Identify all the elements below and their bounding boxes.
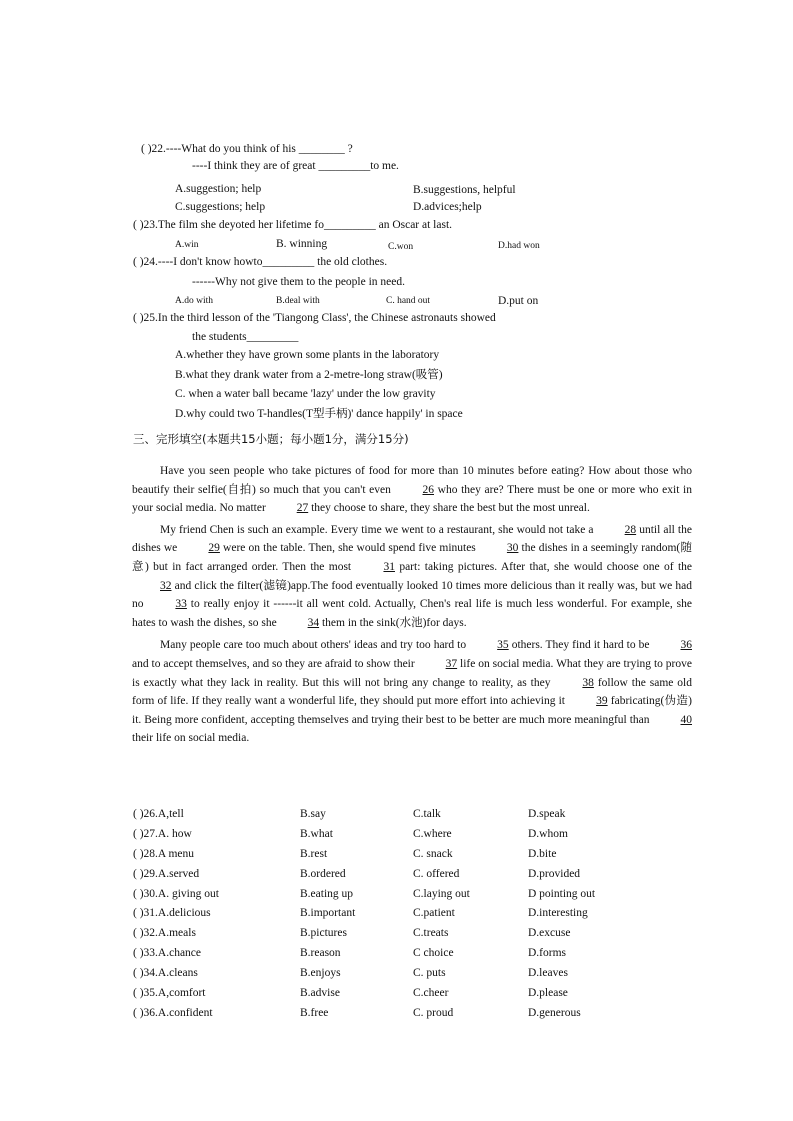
passage-text: until all the dishes we [132, 523, 692, 555]
option-d: D.interesting [528, 907, 588, 920]
option-row [133, 967, 733, 987]
q24-option-d: D.put on [498, 295, 539, 307]
blank-27: 27 [296, 502, 309, 515]
option-b: B.enjoys [300, 967, 341, 980]
q25-option-c: C. when a water ball became 'lazy' under the low gravity [175, 388, 436, 400]
passage-text: their life on social media. [132, 732, 250, 745]
passage-text: fabricating(伪造) it. Being more confident, accepting themselves and trying their best to be better are much more meaningful than [132, 695, 692, 726]
option-row [133, 848, 733, 868]
passage-text: and to accept themselves, and so they are afraid to show their [132, 657, 418, 670]
option-c: C.cheer [413, 987, 449, 1000]
q22-option-b: B.suggestions, helpful [413, 184, 516, 196]
section-3-heading: 三、完形填空(本题共15小题；每小题1分，满分15分) [133, 432, 409, 446]
option-b: B.reason [300, 947, 341, 960]
option-b: B.advise [300, 987, 340, 1000]
option-d: D.generous [528, 1006, 581, 1019]
q22-option-c: C.suggestions; help [175, 201, 266, 213]
passage-text: Many people care too much about others' ideas and try too hard to [160, 639, 470, 652]
option-c: C.treats [413, 927, 449, 940]
option-c: C choice [413, 947, 454, 960]
blank-32: 32 [160, 579, 172, 592]
option-d: D.whom [528, 827, 568, 840]
passage-text: life on social media. What they are trying to prove is exactly what they lack in reality. But this will not bring any change to reality, as they [132, 657, 692, 689]
option-number: ( )32.A.meals [133, 927, 196, 940]
option-number: ( )27.A. how [133, 827, 192, 840]
option-d: D.provided [528, 867, 581, 880]
option-b: B.pictures [300, 927, 347, 940]
cloze-passage [132, 462, 692, 748]
option-c: C.laying out [413, 887, 470, 900]
passage-paragraph-2 [132, 521, 692, 633]
q25-stem: ( )25.In the third lesson of the 'Tiangong Class', the Chinese astronauts showed [133, 312, 496, 324]
blank-33: 33 [175, 598, 187, 611]
q23-option-b: B. winning [276, 238, 328, 250]
option-number: ( )26.A,tell [133, 808, 184, 820]
q24-line2: ------Why not give them to the people in need. [192, 276, 405, 288]
q23-option-a: A.win [175, 240, 199, 250]
q23-stem: ( )23.The film she deyoted her lifetime fo_________ an Oscar at last. [133, 219, 453, 231]
option-b: B.free [300, 1006, 329, 1019]
option-row [133, 828, 733, 848]
blank-36: 36 [680, 639, 692, 652]
option-row [133, 1007, 733, 1027]
option-number: ( )35.A,comfort [133, 987, 206, 1000]
option-c: C.talk [413, 808, 441, 820]
q22-option-a: A.suggestion; help [175, 183, 262, 195]
blank-39: 39 [596, 695, 608, 708]
passage-text: were on the table. Then, she would spend five minutes [219, 542, 479, 555]
option-b: B.ordered [300, 867, 346, 880]
q23-option-c: C.won [388, 242, 414, 252]
option-c: C. snack [413, 847, 453, 860]
passage-text: My friend Chen is such an example. Every time we went to a restaurant, she would not take a [160, 523, 597, 536]
option-c: C. offered [413, 867, 460, 880]
option-row [133, 907, 733, 927]
option-b: B.important [300, 907, 356, 920]
passage-text: them in the sink(水池)for days. [319, 616, 467, 629]
option-row [133, 808, 733, 828]
option-row [133, 947, 733, 967]
option-d: D.leaves [528, 967, 568, 980]
q22-line2: ----I think they are of great _________to me. [192, 160, 399, 172]
q24-option-a: A.do with [175, 296, 213, 306]
blank-40: 40 [680, 713, 692, 726]
blank-30: 30 [506, 542, 519, 555]
cloze-options [133, 808, 733, 1027]
q22-stem: ( )22.----What do you think of his ________ ? [141, 143, 353, 155]
option-d: D.bite [528, 847, 557, 860]
option-b: B.eating up [300, 887, 354, 900]
option-row [133, 888, 733, 908]
blank-35: 35 [497, 639, 509, 652]
option-c: C. proud [413, 1006, 454, 1019]
option-row [133, 927, 733, 947]
blank-26: 26 [422, 483, 434, 496]
q25-option-b: B.what they drank water from a 2-metre-long straw(吸管) [175, 369, 443, 381]
passage-paragraph-1 [132, 462, 692, 518]
option-d: D.please [528, 987, 568, 1000]
blank-34: 34 [307, 616, 320, 629]
q22-option-d: D.advices;help [413, 201, 482, 213]
q24-stem: ( )24.----I don't know howto_________ the old clothes. [133, 256, 388, 268]
option-d: D pointing out [528, 887, 596, 900]
option-b: B.rest [300, 847, 328, 860]
passage-text: the dishes in a seemingly random(随意) but in fact arranged order. Then the most [132, 542, 692, 573]
option-number: ( )30.A. giving out [133, 887, 219, 900]
option-number: ( )36.A.confident [133, 1006, 213, 1019]
option-b: B.what [300, 827, 333, 840]
q24-option-c: C. hand out [386, 296, 431, 306]
option-c: C. puts [413, 967, 446, 980]
passage-text: part: taking pictures. After that, she would choose one of the [394, 560, 692, 573]
option-d: D.excuse [528, 927, 571, 940]
q25-option-d: D.why could two T-handles(T型手柄)' dance happily' in space [175, 408, 463, 420]
option-row [133, 868, 733, 888]
option-row [133, 987, 733, 1007]
passage-text: they choose to share, they share the best but the most unreal. [308, 502, 590, 515]
q23-option-d: D.had won [498, 241, 540, 251]
option-number: ( )34.A.cleans [133, 967, 198, 980]
passage-paragraph-3 [132, 636, 692, 748]
option-number: ( )31.A.delicious [133, 907, 211, 920]
blank-31: 31 [383, 560, 395, 573]
passage-text: Have you seen people who take pictures of food for more than 10 minutes before eating? How about those who beautify their selfie(自拍) so much that you can't even [132, 465, 692, 496]
option-number: ( )28.A menu [133, 847, 195, 860]
option-number: ( )29.A.served [133, 867, 200, 880]
option-c: C.patient [413, 907, 455, 920]
passage-text: to really enjoy it ------it all went cold. Actually, Chen's real life is much less wonderful. For example, she hates to wash the dishes, so she [132, 598, 693, 629]
passage-text: follow the same old form of life. If they really want a wonderful life, they should put more effort into achieving it [132, 676, 692, 708]
option-c: C.where [413, 827, 452, 840]
option-number: ( )33.A.chance [133, 947, 202, 960]
blank-28: 28 [624, 523, 637, 536]
passage-text: others. They find it hard to be [508, 639, 653, 652]
blank-29: 29 [208, 542, 220, 555]
q25-line2: the students_________ [192, 331, 299, 343]
q24-option-b: B.deal with [276, 296, 320, 306]
option-d: D.speak [528, 808, 566, 820]
blank-38: 38 [582, 676, 594, 689]
blank-37: 37 [445, 657, 458, 670]
passage-text: who they are? There must be one or more who exit in your social media. No matter [132, 483, 692, 515]
option-b: B.say [300, 808, 326, 820]
q25-option-a: A.whether they have grown some plants in the laboratory [175, 349, 440, 361]
passage-text: and click the filter(滤镜)app.The food eventually looked 10 times more delicious than it really was, but we had no [132, 579, 692, 611]
option-d: D.forms [528, 947, 567, 960]
